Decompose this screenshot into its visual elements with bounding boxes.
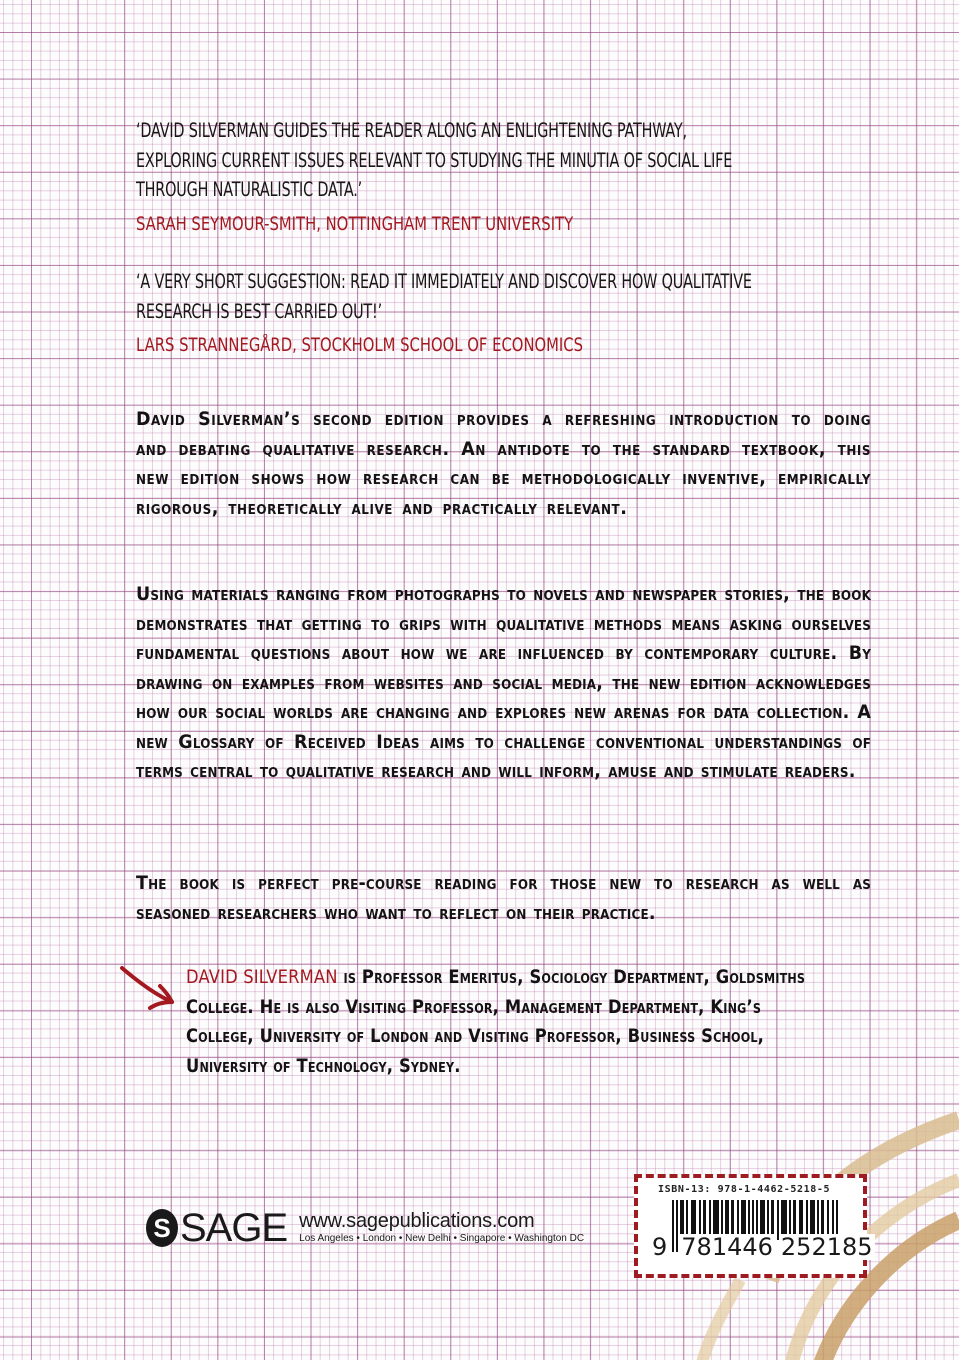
publisher-url[interactable]: www.sagepublications.com (299, 1210, 535, 1232)
barcode-number (650, 1234, 875, 1260)
description-paragraph-3 (136, 869, 871, 928)
paragraph-text: The book is perfect pre-course reading for those new to research as well as seasoned researchers who want to reflect on their practice. (136, 872, 872, 924)
sage-logo-icon: S (146, 1209, 178, 1247)
author-name: DAVID SILVERMAN (186, 966, 338, 988)
publisher-logo (146, 1208, 584, 1248)
quote-line: ‘DAVID SILVERMAN GUIDES THE READER ALONG AN ENLIGHTENING PATHWAY, (136, 119, 687, 142)
description-paragraph-2 (136, 580, 871, 787)
publisher-cities: Los Angeles • London • New Delhi • Singapore • Washington DC (299, 1233, 585, 1244)
paragraph-text: David Silverman’s second edition provides a refreshing introduction to doing and debating qualitative research. An antidote to the standard textbook, this new edition shows how research can be methodologically inventive, empirically rigorous, theoretically alive and practically relevant. (136, 408, 872, 519)
isbn-label: ISBN-13: 978-1-4462-5218-5 (658, 1184, 831, 1195)
publisher-info (299, 1210, 584, 1246)
barcode-digit-group-1: 781446 (681, 1233, 773, 1261)
review-quote-1 (136, 116, 871, 239)
quote-text (136, 116, 874, 205)
quote-line: RESEARCH IS BEST CARRIED OUT!’ (136, 299, 383, 323)
author-bio-text: is Professor Emeritus, Sociology Department, Goldsmiths College. He is also Visiting Professor, Management Department, King’s College, University of London and Visiting Professor, Business School, University of Technology, Sydney. (186, 966, 806, 1077)
isbn-barcode (634, 1174, 873, 1278)
quote-line: EXPLORING CURRENT ISSUES RELEVANT TO STUDYING THE MINUTIA OF SOCIAL LIFE (136, 148, 733, 172)
review-quote-2 (136, 267, 871, 360)
quote-line: ‘A VERY SHORT SUGGESTION: READ IT IMMEDIATELY AND DISCOVER HOW QUALITATIVE (136, 270, 752, 293)
quote-attribution: SARAH SEYMOUR-SMITH, NOTTINGHAM TRENT UNIVERSITY (136, 213, 574, 235)
paragraph-text: Using materials ranging from photographs to novels and newspaper stories, the book demonstrates that getting to grips with qualitative methods means asking ourselves fundamental questions about how we are influenced by contemporary culture. By drawing on examples from websites and social media, the new edition acknowledges how our social worlds are changing and explores new arenas for data collection. A new Glossary of Received Ideas aims to challenge conventional understandings of terms central to qualitative research and will inform, amuse and stimulate readers. (136, 583, 872, 782)
barcode-digit-group-2: 252185 (780, 1233, 873, 1261)
quote-line: THROUGH NATURALISTIC DATA.’ (136, 178, 363, 201)
barcode-digit-first: 9 (652, 1233, 668, 1261)
description-paragraph-1 (136, 405, 871, 523)
quote-attribution: LARS STRANNEGÅRD, STOCKHOLM SCHOOL OF ECONOMICS (136, 335, 584, 356)
quote-text (136, 267, 874, 326)
author-bio (186, 963, 824, 1081)
red-arrow-icon (114, 962, 178, 1014)
publisher-name: SAGE (180, 1206, 288, 1250)
